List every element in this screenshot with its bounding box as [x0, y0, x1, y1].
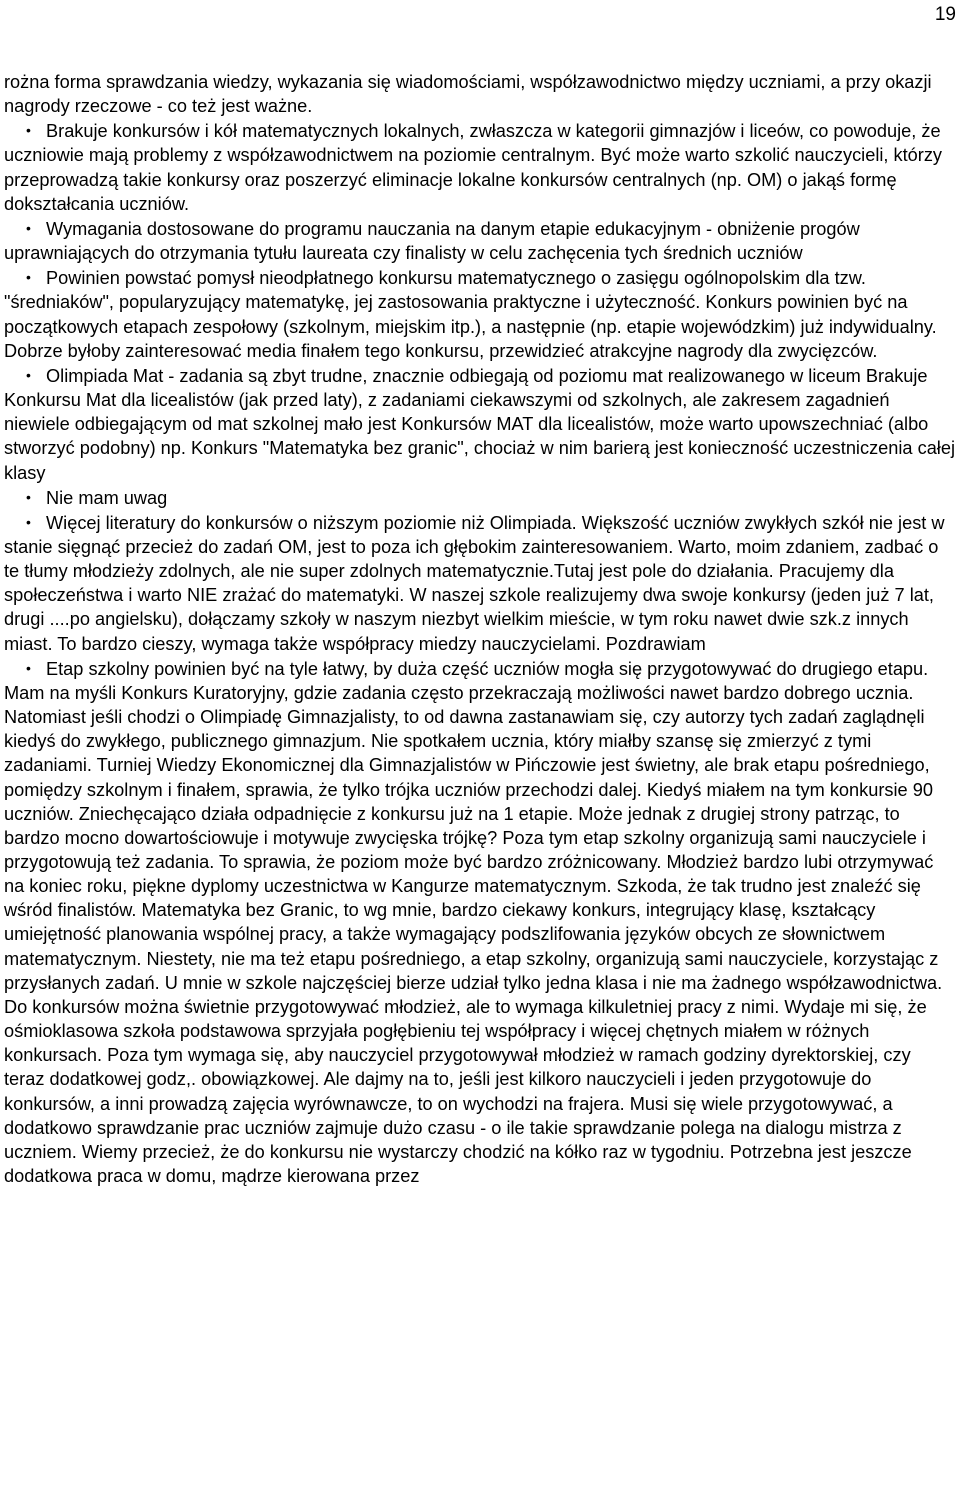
bullet-item: • Nie mam uwag: [4, 485, 956, 510]
bullet-item: • Etap szkolny powinien być na tyle łatwy, by duża część uczniów mogła się przygotowywać do drugiego etapu. Mam na myśli Konkurs Kuratoryjny, gdzie zadania często przekraczają możliwości nawet bardzo dobrego ucznia. Natomiast jeśli chodzi o Olimpiadę Gimnazjalisty, to od dawna zastanawiam się, czy autorzy tych zadań zaglądnęli kiedyś do zwykłego, publicznego gimnazjum. Nie spotkałem ucznia, który miałby szansę się zmierzyć z tymi zadaniami. Turniej Wiedzy Ekonomicznej dla Gimnazjalistów w Pińczowie jest świetny, ale brak etapu pośredniego, pomiędzy szkolnym i finałem, sprawia, że tylko trójka uczniów przechodzi dalej. Kiedyś miałem na tym konkursie 90 uczniów. Zniechęcająco działa odpadnięcie z konkursu już na 1 etapie. Może jednak z drugiej strony patrząc, to bardzo mocno dowartościowuje i motywuje zwycięska trójkę? Poza tym etap szkolny organizują sami nauczyciele i przygotowują też zadania. To sprawia, że poziom może być bardzo zróżnicowany. Młodzież bardzo lubi otrzymywać na koniec roku, piękne dyplomy uczestnictwa w Kangurze matematycznym. Szkoda, że tak trudno jest znaleźć się wśród finalistów. Matematyka bez Granic, to wg mnie, bardzo ciekawy konkurs, integrujący klasę, kształcący umiejętność planowania wspólnej pracy, a także wymagający podszlifowania języków obcych ze słownictwem matematycznym. Niestety, nie ma też etapu pośredniego, a etap szkolny, organizują sami nauczyciele, korzystając z przysłanych zadań. U mnie w szkole najczęściej bierze udział tylko jedna klasa i nie ma żadnego współzawodnictwa. Do konkursów można świetnie przygotowywać młodzież, ale to wymaga kilkuletniej pracy z nimi. Wydaje mi się, że ośmioklasowa szkoła podstawowa sprzyjała pogłębieniu tej współpracy i więcej chętnych miałem w różnych konkursach. Poza tym wymaga się, aby nauczyciel przygotowywał młodzież w ramach godziny dyrektorskiej, czy teraz dodatkowej godz,. obowiązkowej. Ale dajmy na to, jeśli jest kilkoro nauczycieli i jeden przygotowuje do konkursów, a inni prowadzą zajęcia wyrównawcze, to on wychodzi na frajera. Musi się wiele przygotowywać, a dodatkowo sprawdzanie prac uczniów zajmuje dużo czasu - o ile takie sprawdzanie polega na dialogu mistrza z uczniem. Wiemy przecież, że do konkursu nie wystarczy chodzić na kółko raz w tygodniu. Potrzebna jest jeszcze dodatkowa praca w domu, mądrze kierowana przez: [4, 656, 956, 1188]
page-number: 19: [934, 4, 956, 25]
bullet-item: • Brakuje konkursów i kół matematycznych lokalnych, zwłaszcza w kategorii gimnazjów i liceów, co powoduje, że uczniowie mają problemy z współzawodnictwem na poziomie centralnym. Być może warto szkolić nauczycieli, którzy przeprowadzą takie konkursy oraz poszerzyć eliminacje lokalne konkursów centralnych (np. OM) o jakąś formę dokształcania uczniów.: [4, 118, 956, 216]
bullet-item: • Więcej literatury do konkursów o niższym poziomie niż Olimpiada. Większość uczniów zwykłych szkół nie jest w stanie sięgnąć przecież do zadań OM, jest to poza ich głębokim zainteresowaniem. Warto, moim zdaniem, zadbać o te tłumy młodzieży zdolnych, ale nie super zdolnych matematycznie.Tutaj jest pole do działania. Pracujemy dla społeczeństwa i warto NIE zrażać do matematyki. W naszej szkole realizujemy dwa swoje konkursy (jeden już 7 lat, drugi ....po angielsku), dołączamy szkoły w naszym niezbyt wielkim mieście, w tym roku nawet dwie szk.z innych miast. To bardzo cieszy, wymaga także współpracy miedzy nauczycielami. Pozdrawiam: [4, 510, 956, 656]
document-body: [4, 70, 956, 1188]
bullet-item: • Olimpiada Mat - zadania są zbyt trudne, znacznie odbiegają od poziomu mat realizowanego w liceum Brakuje Konkursu Mat dla licealistów (jak przed laty), z zadaniami ciekawszymi od szkolnych, ale zakresem zagadnień niewiele odbiegającym od mat szkolnej mało jest Konkursów MAT dla licealistów, może warto upowszechniać (albo stworzyć podobny) np. Konkurs "Matematyka bez granic", chociaż w nim barierą jest konieczność uczestniczenia całej klasy: [4, 363, 956, 485]
bullet-item: • Powinien powstać pomysł nieodpłatnego konkursu matematycznego o zasięgu ogólnopolskim dla tzw. "średniaków", popularyzujący matematykę, jej zastosowania praktyczne i użyteczność. Konkurs powinien być na początkowych etapach zespołowy (szkolnym, miejskim itp.), a następnie (np. etapie wojewódzkim) już indywidualny. Dobrze byłoby zainteresować media finałem tego konkursu, przewidzieć atrakcyjne nagrody dla zwycięzców.: [4, 265, 956, 363]
bullet-item: • Wymagania dostosowane do programu nauczania na danym etapie edukacyjnym - obniżenie progów uprawniających do otrzymania tytułu laureata czy finalisty w celu zachęcenia tych średnich uczniów: [4, 216, 956, 265]
text-paragraph: rożna forma sprawdzania wiedzy, wykazania się wiadomościami, współzawodnictwo między uczniami, a przy okazji nagrody rzeczowe - co też jest ważne.: [4, 72, 932, 117]
